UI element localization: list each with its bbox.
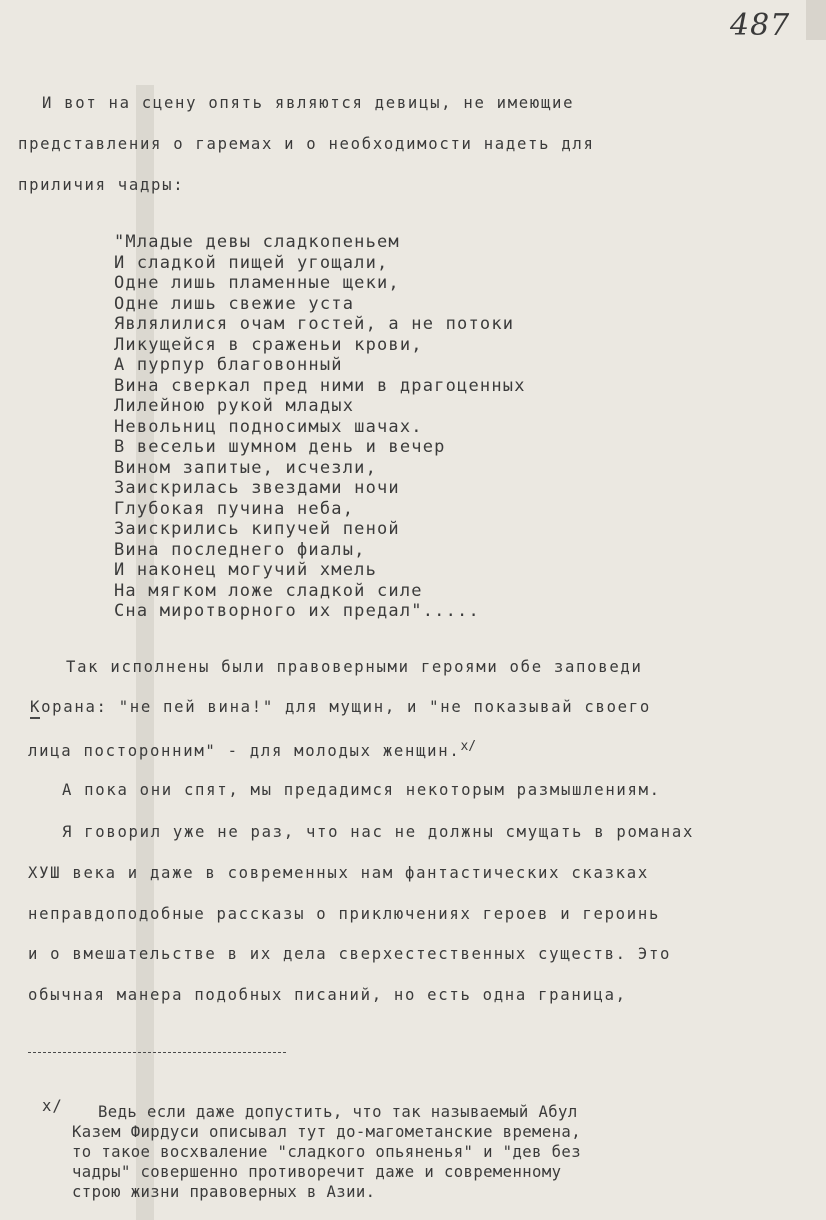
- page-corner: [806, 0, 826, 40]
- poem-line: Вина сверкал пред ними в драгоценных: [114, 376, 526, 396]
- poem-line: На мягком ложе сладкой силе: [114, 581, 423, 601]
- paragraph4-line-5: обычная манера подобных писаний, но есть одна граница,: [28, 986, 627, 1004]
- page-number: 487: [730, 8, 791, 43]
- paragraph1-line-3: приличия чадры:: [18, 176, 185, 194]
- poem-line: Сна миротворного их предал".....: [114, 601, 480, 621]
- footnote-marker: x/: [42, 1097, 63, 1115]
- footnote-reference: x/: [460, 739, 477, 754]
- paragraph1-line-2: представления о гаремах и о необходимости надеть для: [18, 135, 595, 153]
- poem-line: Глубокая пучина неба,: [114, 499, 355, 519]
- poem-line: В весельи шумном день и вечер: [114, 437, 446, 457]
- footnote-line-3: то такое восхваление "сладкого опьяненья" и "дев без: [72, 1143, 581, 1161]
- poem-line: И сладкой пищей угощали,: [114, 253, 389, 273]
- paragraph2-line-2: Корана: "не пей вина!" для мущин, и "не показывай своего: [30, 698, 651, 716]
- paragraph2-text: лица посторонним" - для молодых женщин.: [28, 742, 461, 761]
- poem-line: Являлилися очам гостей, а не потоки: [114, 314, 515, 334]
- poem-line: И наконец могучий хмель: [114, 560, 378, 580]
- paragraph4-line-4: и о вмешательстве в их дела сверхестественных существ. Это: [28, 945, 672, 963]
- poem-line: А пурпур благовонный: [114, 355, 343, 375]
- poem-line: Лилейною рукой младых: [114, 396, 355, 416]
- paragraph4-line-3: неправдоподобные рассказы о приключениях героев и героинь: [28, 905, 661, 923]
- footnote-line-4: чадры" совершенно противоречит даже и современному: [72, 1163, 562, 1181]
- poem-line: Невольниц подносимых шачах.: [114, 417, 423, 437]
- poem-line: "Младые девы сладкопеньем: [114, 232, 400, 252]
- paragraph2-line-3: [28, 737, 476, 761]
- footnote-line-1: Ведь если даже допустить, что так называемый Абул: [98, 1103, 578, 1121]
- footnote-line-5: строю жизни правоверных в Азии.: [72, 1183, 376, 1201]
- paragraph4-line-2: ХУШ века и даже в современных нам фантастических сказках: [28, 864, 649, 882]
- footnote-line-2: Казем Фирдуси описывал тут до-магометанские времена,: [72, 1123, 581, 1141]
- poem-line: Заискрились кипучей пеной: [114, 519, 400, 539]
- poem-line: Ликущейся в сраженьи крови,: [114, 335, 423, 355]
- poem-line: Заискрилась звездами ночи: [114, 478, 400, 498]
- paragraph2-line-1: Так исполнены были правоверными героями обе заповеди: [66, 658, 643, 676]
- poem-line: Одне лишь пламенные щеки,: [114, 273, 400, 293]
- poem-line: Одне лишь свежие уста: [114, 294, 355, 314]
- paragraph1-line-1: И вот на сцену опять являются девицы, не имеющие: [42, 94, 575, 112]
- footnote-separator: [28, 1052, 286, 1053]
- paragraph3: А пока они спят, мы предадимся некоторым размышлениям.: [62, 781, 661, 799]
- margin-mark: [30, 717, 40, 719]
- paragraph4-line-1: Я говорил уже не раз, что нас не должны смущать в романах: [62, 823, 695, 841]
- poem-line: Вином запитые, исчезли,: [114, 458, 378, 478]
- poem-line: Вина последнего фиалы,: [114, 540, 366, 560]
